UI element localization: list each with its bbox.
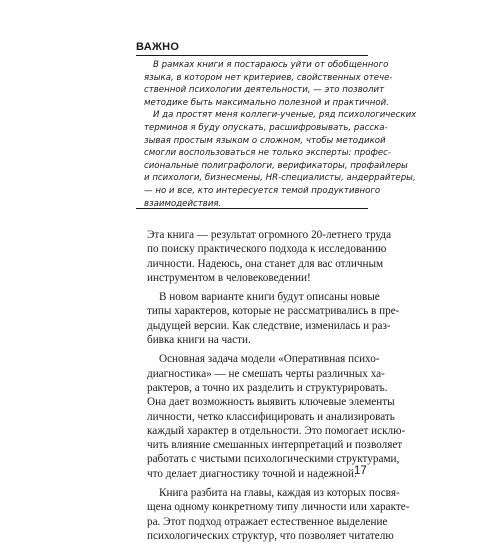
note-line: взаимодействия. [144, 198, 222, 209]
body-line: личности, четко классифицировать и анализировать [147, 410, 395, 423]
body-line: что делает диагностику точной и надежной. [147, 467, 357, 480]
body-line: В новом варианте книги будут описаны новые [159, 291, 380, 304]
body-line: Эта книга — результат огромного 20-летнего труда [147, 229, 392, 241]
note-line: И да простят меня коллеги-ученые, ряд психологических [153, 110, 417, 121]
body-line: рактеров, а точно их разделить и структурировать. [147, 381, 388, 394]
note-line: терминов я буду опускать, расшифровывать, расска- [144, 122, 388, 133]
body-line: Основная задача модели «Оперативная психо- [159, 353, 380, 366]
body-line: дыдущей версии. Как следствие, изменилась и раз- [147, 319, 391, 332]
body-text [147, 228, 410, 543]
note-line: методике быть максимально полезной и практичной. [144, 97, 389, 108]
body-line: психологических структур, что позволяет читателю [147, 529, 394, 542]
body-line: типы характеров, которые не рассматривались в пре- [147, 305, 400, 318]
body-line: каждый характер в отдельности. Это помогает исклю- [147, 424, 406, 437]
note-line: зывая простым языком о сложном, чтобы методикой [144, 135, 386, 146]
body-line: инструментом в человековедении! [147, 271, 311, 284]
note-line: В рамках книги я постараюсь уйти от обобщенного [153, 60, 389, 70]
note-line: — но и все, кто интересуется темой продуктивного [144, 185, 381, 196]
note-line: смогли воспользоваться не только эксперты: профес- [144, 148, 391, 159]
body-line: щена одному конкретному типу личности или характе- [147, 501, 410, 514]
body-line: Она дает возможность выявить ключевые элементы [147, 396, 395, 409]
body-line: личности. Надеюсь, она станет для вас отличным [147, 257, 384, 270]
body-line: по поиску практического подхода к исследованию [147, 243, 387, 256]
body-line: чить влияние смешанных интерпретаций и позволяет [147, 439, 403, 452]
note-line: ственной психологии деятельности, — это позволит [144, 85, 385, 96]
body-line: диагностика» — не смешать черты различных ха- [147, 367, 385, 380]
note-line: и психологи, бизнесмены, HR-специалисты, андеррайтеры, [144, 173, 416, 184]
body-line: бивка книги на части. [147, 334, 251, 347]
note-line: сиональные полиграфологи, верификаторы, профайлеры [144, 160, 408, 171]
body-line: работать с чистыми психологическими структурами, [147, 453, 400, 466]
note-title: ВАЖНО [136, 41, 180, 53]
important-note-box [136, 55, 417, 209]
note-line: языка, в котором нет критериев, свойственных отече- [144, 72, 393, 83]
page-number: 17 [354, 465, 367, 477]
body-line: ра. Этот подход отражает естественное выделение [147, 515, 388, 528]
body-line: Книга разбита на главы, каждая из которых посвя- [159, 487, 400, 500]
